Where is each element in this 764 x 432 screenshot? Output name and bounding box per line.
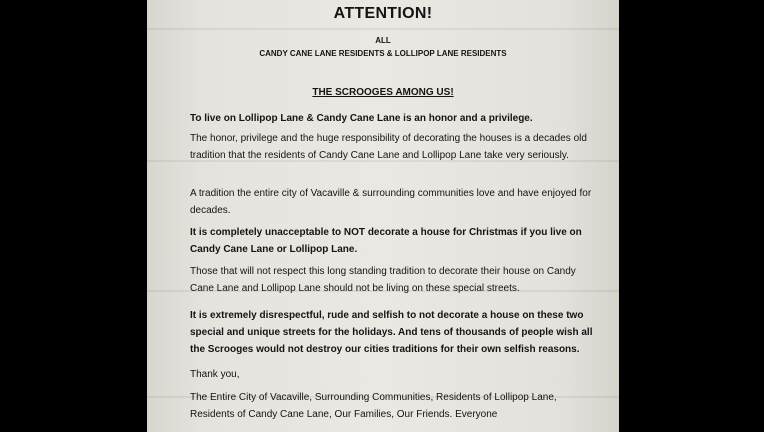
signature-line: The Entire City of Vacaville, Surrounding Communities, Residents of Lollipop Lane, Residents of Candy Cane Lane, Our Families, Our Friends. Everyone xyxy=(190,392,557,420)
paragraph-disrespectful: It is extremely disrespectful, rude and selfish to not decorate a house on these two special and unique streets for the holidays. And tens of thousands of people wish all the Scrooges would not destroy our cities traditions for their own selfish reasons. xyxy=(190,310,593,355)
notice-subtitle: THE SCROOGES AMONG US! xyxy=(312,87,454,98)
paragraph-city: A tradition the entire city of Vacaville & surrounding communities love and have enjoyed for decades. xyxy=(190,188,592,216)
addressee-line-all: ALL xyxy=(375,36,391,45)
paragraph-honor: To live on Lollipop Lane & Candy Cane Lane is an honor and a privilege. xyxy=(190,113,533,124)
addressee-line-residents: CANDY CANE LANE RESIDENTS & LOLLIPOP LANE RESIDENTS xyxy=(259,49,507,58)
paragraph-respect: Those that will not respect this long standing tradition to decorate their house on Candy Cane Lane and Lollipop Lane should not be living on these special streets. xyxy=(190,266,576,294)
notice-title: ATTENTION! xyxy=(333,5,433,22)
paragraph-unacceptable: It is completely unacceptable to NOT decorate a house for Christmas if you live on Candy Cane Lane or Lollipop Lane. xyxy=(190,227,582,255)
paragraph-tradition: The honor, privilege and the huge responsibility of decorating the houses is a decades old tradition that the residents of Candy Cane Lane and Lollipop Lane take very seriously. xyxy=(190,133,587,161)
closing-thanks: Thank you, xyxy=(190,369,240,380)
paper-fold xyxy=(147,28,619,30)
notice-paper xyxy=(147,0,619,432)
